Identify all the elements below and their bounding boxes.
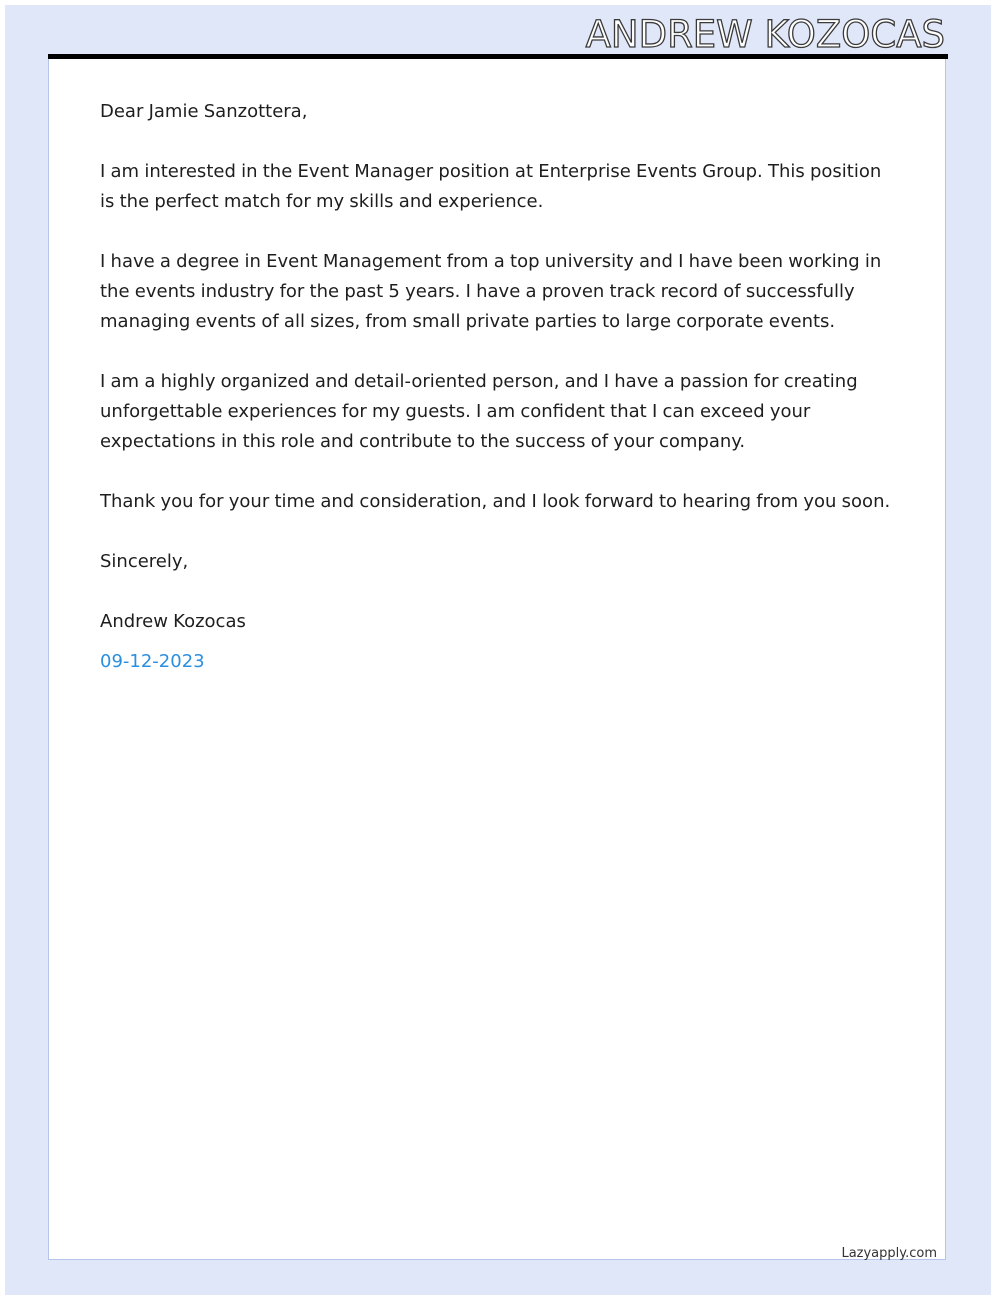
letter-paragraph: I am interested in the Event Manager position at Enterprise Events Group. This position is the perfect match for my skills and experience. bbox=[100, 161, 882, 212]
letter-paragraph: I have a degree in Event Management from a top university and I have been working in the events industry for the past 5 years. I have a proven track record of successfully managing events of all sizes, from small private parties to large corporate events. bbox=[100, 251, 882, 332]
letter-signature: Andrew Kozocas bbox=[100, 611, 246, 632]
letter-closing: Sincerely, bbox=[100, 551, 189, 572]
applicant-name-header: ANDREW KOZOCAS bbox=[585, 13, 945, 56]
letter-paragraph: I am a highly organized and detail-oriented person, and I have a passion for creating unforgettable experiences for my guests. I am confident that I can exceed your expectations in this role and contribute to the success of your company. bbox=[100, 371, 858, 452]
letter-salutation: Dear Jamie Sanzottera, bbox=[100, 101, 308, 122]
footer-brand: Lazyapply.com bbox=[841, 1246, 937, 1261]
letter-paragraph: Thank you for your time and consideration, and I look forward to hearing from you soon. bbox=[100, 491, 891, 512]
cover-letter-body bbox=[100, 97, 900, 707]
letter-date: 09-12-2023 bbox=[100, 651, 205, 672]
